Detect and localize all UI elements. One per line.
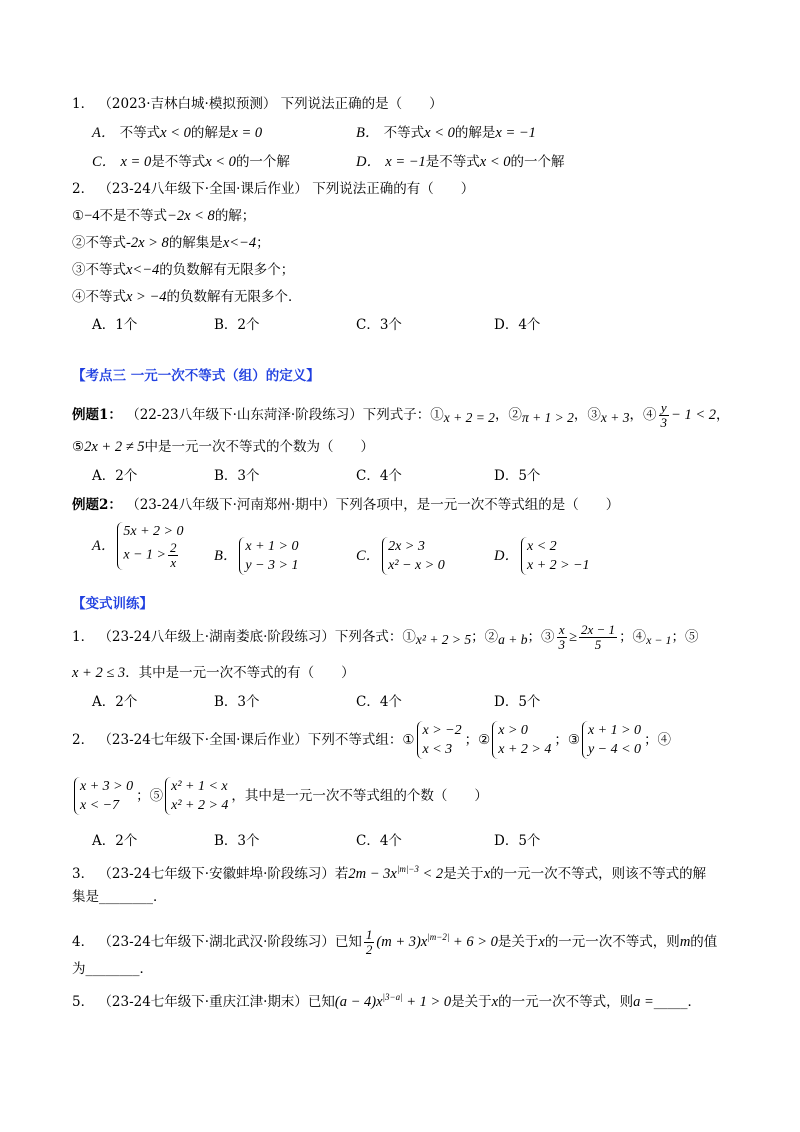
v5-stem: 5． （23-24七年级下·重庆江津·期末）已知$(a - 4)x^{|3-a|} + 1 > 0$是关于x的一元一次不等式，则a =_____． <box>72 992 702 1010</box>
question-text: 下列说法正确的是（ ） <box>280 96 443 112</box>
q1-option-c: C． x = 0是不等式x < 0的一个解 <box>92 154 290 170</box>
example-1-option-c: C．4个 <box>356 468 402 484</box>
q2-statement-3: ③不等式x<−4的负数解有无限多个； <box>72 262 295 278</box>
v1-option-a: A．2个 <box>92 694 138 710</box>
v1-option-d: D．5个 <box>494 694 541 710</box>
q2-statement-1: ①−4不是不等式−2x < 8的解； <box>72 208 256 224</box>
v2-stem: 2． （23-24七年级下·全国·课后作业）下列不等式组：① x > −2 x < 3 ；② x > 0 x + 2 > 4 ；③ x + 1 > 0 y − 4 < 0 ；④ <box>72 723 672 757</box>
question-source: （23-24八年级下·河南郑州·期中） <box>126 497 336 513</box>
v2-option-a: A．2个 <box>92 833 138 849</box>
question-source: （23-24七年级下·重庆江津·期末） <box>98 994 308 1010</box>
v1-stem: 1． （23-24八年级上·湖南娄底·阶段练习）下列各式：①x² + 2 > 5；②a + b；③ $\frac{x}{3}$ ≥ $\frac{2x - 1}{5}$ ；④x − 1；⑤ <box>72 622 699 652</box>
example-1-option-a: A．2个 <box>92 468 138 484</box>
q2-option-b: B．2个 <box>214 317 260 333</box>
v4-line2: 为________． <box>72 961 153 977</box>
question-number: 1． <box>72 629 95 645</box>
example-2-option-a: A． 5x + 2 > 0 x − 1 > $\frac{2}{x}$ <box>92 524 184 570</box>
q2-statement-2: ②不等式-2x > 8的解集是x<−4； <box>72 235 270 251</box>
question-number: 3． <box>72 866 95 882</box>
q2-option-d: D．4个 <box>494 317 541 333</box>
q1-option-b: B． 不等式x < 0的解是x = −1 <box>356 125 536 141</box>
question-number: 4． <box>72 934 95 950</box>
question-source: （22-23八年级下·山东菏泽·阶段练习） <box>126 407 363 423</box>
v2-option-d: D．5个 <box>494 833 541 849</box>
example-1-option-d: D．5个 <box>494 468 541 484</box>
question-number: 2． <box>72 732 95 748</box>
v1-option-c: C．4个 <box>356 694 402 710</box>
question-number: 5． <box>72 994 95 1010</box>
q2-statement-4: ④不等式x > −4的负数解有无限多个． <box>72 289 302 305</box>
answer-blank[interactable]: ________ <box>85 961 140 977</box>
q1-option-a: A． 不等式x < 0的解是x = 0 <box>92 125 263 141</box>
answer-blank[interactable]: ________ <box>99 889 153 905</box>
q2-stem <box>72 180 474 198</box>
q2-option-c: C．3个 <box>356 317 402 333</box>
v1-option-b: B．3个 <box>214 694 260 710</box>
example-label: 例题1： <box>72 407 122 423</box>
example-2-option-c: C． 2x > 3 x² − x > 0 <box>356 539 445 573</box>
question-source: （2023·吉林白城·模拟预测） <box>98 96 277 112</box>
q1-option-d: D． x = −1是不等式x < 0的一个解 <box>356 154 565 170</box>
example-2-stem: 例题2： （23-24八年级下·河南郑州·期中）下列各项中，是一元一次不等式组的是（ ） <box>72 497 620 513</box>
v3-stem: 3． （23-24七年级下·安徽蚌埠·阶段练习）若$2m - 3x^{|m|-3} < 2$是关于x的一元一次不等式，则该不等式的解 <box>72 864 707 882</box>
example-1-option-b: B．3个 <box>214 468 260 484</box>
example-2-option-b: B． x + 1 > 0 y − 3 > 1 <box>214 539 299 573</box>
answer-blank[interactable]: _____ <box>653 994 688 1010</box>
question-text: 下列说法正确的有（ ） <box>312 181 475 197</box>
v3-line2: 集是________． <box>72 889 167 905</box>
example-1-stem: 例题1： （22-23八年级下·山东菏泽·阶段练习）下列式子：①x + 2 = 2，②π + 1 > 2，③x + 3，④ $\frac{y}{3}$ − 1 < 2， <box>72 400 730 430</box>
v1-line2: x + 2 ≤ 3．其中是一元一次不等式的有（ ） <box>72 665 355 681</box>
question-source: （23-24八年级上·湖南娄底·阶段练习） <box>98 629 335 645</box>
question-source: （23-24八年级下·全国·课后作业） <box>98 181 308 197</box>
question-number: 2． <box>72 181 95 197</box>
v4-stem: 4． （23-24七年级下·湖北武汉·阶段练习）已知 $\frac{1}{2}$ $(m + 3)x^{|m-2|} + 6 > 0$是关于x的一元一次不等式，则m的值 <box>72 927 718 957</box>
v2-option-b: B．3个 <box>214 833 260 849</box>
question-source: （23-24七年级下·全国·课后作业） <box>98 732 308 748</box>
q2-option-a: A．1个 <box>92 317 138 333</box>
example-1-line2: ⑤2x + 2 ≠ 5中是一元一次不等式的个数为（ ） <box>72 439 375 455</box>
section-heading: 【考点三 一元一次不等式（组）的定义】 <box>72 368 320 384</box>
v2-line2: x + 3 > 0 x < −7 ；⑤ x² + 1 < x x² + 2 > 4 ，其中是一元一次不等式组的个数（ ） <box>72 777 488 815</box>
example-2-option-d: D． x < 2 x + 2 > −1 <box>494 539 590 573</box>
q1-stem <box>72 95 443 113</box>
question-source: （23-24七年级下·湖北武汉·阶段练习） <box>98 934 335 950</box>
variant-heading: 【变式训练】 <box>72 596 153 612</box>
question-source: （23-24七年级下·安徽蚌埠·阶段练习） <box>98 866 335 882</box>
example-label: 例题2： <box>72 497 122 513</box>
v2-option-c: C．4个 <box>356 833 402 849</box>
question-number: 1． <box>72 96 95 112</box>
